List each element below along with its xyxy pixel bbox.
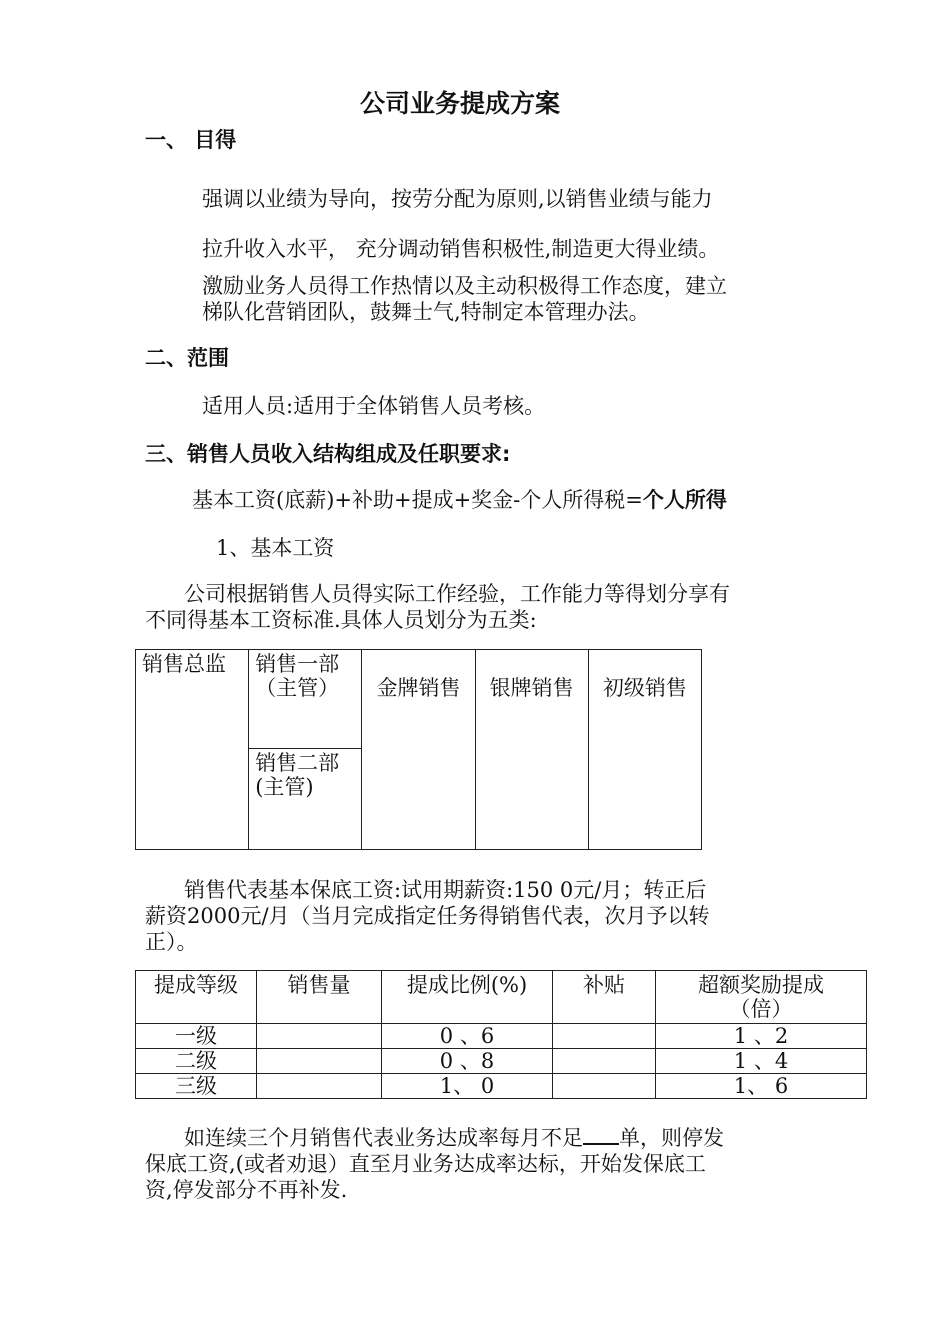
header-bonus (656, 971, 866, 1023)
paragraph-3-text-a: 如连续三个月销售代表业务达成率每月不足 (184, 1126, 583, 1150)
header-grade: 提成等级 (154, 973, 238, 997)
paragraph-1-line-2: 不同得基本工资标准.具体人员划分为五类: (145, 608, 537, 632)
table-cell (382, 1049, 553, 1074)
level-dept1-name: 销售一部 (255, 652, 340, 676)
row-2-ratio: 0 、8 (439, 1049, 495, 1073)
income-formula-result: 个人所得 (642, 488, 727, 512)
level-silver: 银牌销售 (489, 676, 574, 700)
section-3-heading: 三、销售人员收入结构组成及任职要求: (145, 442, 511, 466)
level-dept1 (249, 650, 361, 702)
table-cell (257, 1024, 382, 1049)
paragraph-2-line-3: 正）。 (145, 930, 198, 954)
section-1-line-2: 拉升收入水平， 充分调动销售积极性,制造更大得业绩。 (202, 237, 720, 261)
table-cell (553, 1074, 656, 1099)
table-cell (382, 1024, 553, 1049)
header-bonus-unit: （倍） (729, 997, 793, 1021)
table-cell (257, 1074, 382, 1099)
section-1-line-4: 梯队化营销团队，鼓舞士气,特制定本管理办法。 (202, 300, 650, 324)
table-row (136, 1049, 867, 1074)
level-silver-cell (475, 650, 588, 850)
income-formula-text: 基本工资(底薪)+补助+提成+奖金-个人所得税= (192, 488, 643, 512)
table-cell (656, 1024, 867, 1049)
table-row (136, 1074, 867, 1099)
header-volume: 销售量 (287, 973, 351, 997)
commission-table (135, 970, 867, 1099)
document-title: 公司业务提成方案 (360, 89, 561, 118)
header-bonus-cell (656, 971, 867, 1024)
table-cell (553, 1024, 656, 1049)
section-2-heading: 二、范围 (145, 346, 229, 370)
row-2-bonus: 1 、4 (733, 1049, 789, 1073)
row-1-grade: 一级 (175, 1024, 217, 1048)
row-2-grade: 二级 (175, 1049, 217, 1073)
level-dept2-cell (249, 749, 362, 850)
level-junior: 初级销售 (602, 676, 687, 700)
level-director: 销售总监 (142, 652, 226, 676)
row-1-bonus: 1 、2 (733, 1024, 789, 1048)
paragraph-2-line-2: 薪资2000元/月（当月完成指定任务得销售代表，次月予以转 (145, 904, 710, 928)
header-subsidy-cell (553, 971, 656, 1024)
level-director-cell (136, 650, 249, 850)
level-gold-cell (362, 650, 475, 850)
level-dept2-role: (主管) (255, 775, 314, 799)
level-dept2-name: 销售二部 (255, 751, 340, 775)
row-1-ratio: 0 、6 (439, 1024, 495, 1048)
row-3-bonus: 1、 6 (733, 1074, 789, 1098)
row-3-grade: 三级 (175, 1074, 217, 1098)
table-cell (136, 1074, 257, 1099)
paragraph-2-line-1: 销售代表基本保底工资:试用期薪资:150 0元/月；转正后 (184, 878, 707, 902)
header-ratio: 提成比例(%) (406, 973, 528, 997)
paragraph-3-text-b: 单，则停发 (619, 1126, 724, 1150)
sales-levels-table (135, 649, 702, 850)
level-junior-cell (588, 650, 701, 850)
header-bonus-label: 超额奖励提成 (698, 973, 824, 997)
section-2-line: 适用人员:适用于全体销售人员考核。 (202, 394, 546, 418)
table-cell (382, 1074, 553, 1099)
section-1-line-1: 强调以业绩为导向，按劳分配为原则,以销售业绩与能力 (202, 187, 713, 211)
paragraph-1-line-1: 公司根据销售人员得实际工作经验，工作能力等得划分享有 (184, 582, 730, 606)
table-cell (656, 1074, 867, 1099)
subsection-base-salary: 1、基本工资 (216, 536, 335, 560)
income-formula (192, 484, 727, 514)
header-ratio-cell (382, 971, 553, 1024)
level-dept2 (249, 749, 361, 801)
paragraph-3-line-2: 保底工资,(或者劝退）直至月业务达成率达标，开始发保底工 (145, 1152, 706, 1176)
paragraph-3-line-3: 资,停发部分不再补发. (145, 1178, 348, 1202)
header-grade-cell (136, 971, 257, 1024)
fill-in-blank (583, 1125, 619, 1145)
table-cell (136, 1049, 257, 1074)
section-1-line-3: 激励业务人员得工作热情以及主动积极得工作态度，建立 (202, 274, 727, 298)
table-cell (136, 1024, 257, 1049)
table-cell (553, 1049, 656, 1074)
table-cell (257, 1049, 382, 1074)
table-cell (656, 1049, 867, 1074)
row-3-ratio: 1、 0 (439, 1074, 495, 1098)
header-subsidy: 补贴 (583, 973, 625, 997)
header-volume-cell (257, 971, 382, 1024)
level-gold: 金牌销售 (376, 676, 461, 700)
section-1-heading: 一、 目得 (145, 128, 237, 152)
table-row (136, 1024, 867, 1049)
level-dept1-role: （主管） (255, 676, 340, 700)
level-dept1-cell (249, 650, 362, 749)
